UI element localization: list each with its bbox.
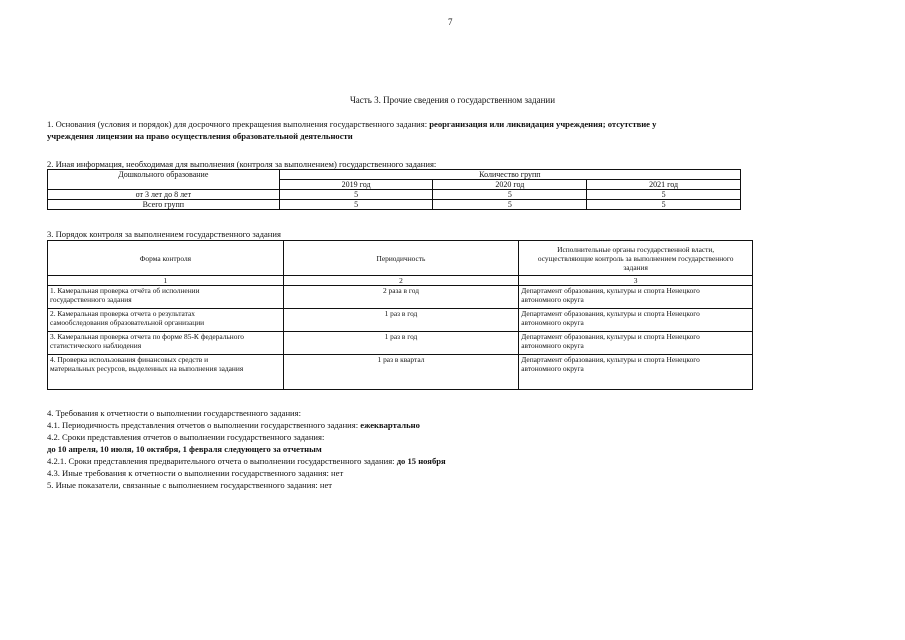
control-organ-line2: автономного округа	[521, 318, 584, 327]
section-title: Часть 3. Прочие сведения о государственном задании	[349, 95, 556, 105]
table-row	[48, 200, 741, 210]
control-organ	[519, 332, 753, 355]
year-header: 2020 год	[433, 180, 587, 190]
section4-2-1-text: 4.2.1. Сроки представления предварительного отчета о выполнении государственного задания:	[47, 456, 397, 466]
control-form	[48, 355, 284, 390]
row-label: от 3 лет до 8 лет	[48, 190, 280, 200]
section3-heading: 3. Порядок контроля за выполнением государственного задания	[47, 229, 281, 239]
row-value: 5	[279, 200, 433, 210]
control-form-line1: 4. Проверка использования финансовых средств и	[50, 355, 209, 364]
section4-1	[47, 420, 420, 431]
control-period: 1 раз в год	[283, 309, 519, 332]
control-form	[48, 309, 284, 332]
row-label: Всего групп	[48, 200, 280, 210]
section1-text: 1. Основания (условия и порядок) для досрочного прекращения выполнения государственного задания:	[47, 119, 430, 129]
section4-1-bold: ежеквартально	[360, 420, 420, 430]
section4-1-text: 4.1. Периодичность представления отчетов о выполнении государственного задания:	[47, 420, 361, 430]
row-value: 5	[433, 200, 587, 210]
control-organ-line2: автономного округа	[521, 295, 584, 304]
control-organ-line1: Департамент образования, культуры и спорта Ненецкого	[521, 332, 700, 341]
section5: 5. Иные показатели, связанные с выполнением государственного задания: нет	[47, 480, 333, 490]
control-form	[48, 286, 284, 309]
control-form-line2: государственного задания	[50, 295, 132, 304]
control-organ-line1: Департамент образования, культуры и спорта Ненецкого	[521, 309, 700, 318]
year-header: 2021 год	[587, 180, 741, 190]
column-number: 3	[519, 276, 753, 286]
row-value: 5	[279, 190, 433, 200]
table-row	[48, 332, 753, 355]
control-organ-line2: автономного округа	[521, 364, 584, 373]
control-form-line1: 3. Камеральная проверка отчета по форме 85-К федерального	[50, 332, 244, 341]
section4-2: 4.2. Сроки представления отчетов о выполнении государственного задания:	[47, 432, 325, 442]
control-organ-line2: автономного округа	[521, 341, 584, 350]
control-organ	[519, 355, 753, 390]
page-number: 7	[448, 17, 453, 27]
control-organ	[519, 309, 753, 332]
control-period: 1 раз в квартал	[283, 355, 519, 390]
control-organ	[519, 286, 753, 309]
table-row	[48, 190, 741, 200]
control-form-line2: статистического наблюдения	[50, 341, 142, 350]
section4-2-1	[47, 456, 446, 467]
section1-line2: учреждения лицензии на право осуществления образовательной деятельности	[47, 131, 353, 141]
row-value: 5	[587, 190, 741, 200]
column-number: 1	[48, 276, 284, 286]
row-value: 5	[433, 190, 587, 200]
control-form-line1: 1. Камеральная проверка отчёта об исполнении	[50, 286, 200, 295]
table-row	[48, 286, 753, 309]
section4-2-1-bold: до 15 ноября	[396, 456, 446, 466]
control-header-form: Форма контроля	[48, 241, 284, 276]
control-organ-line1: Департамент образования, культуры и спорта Ненецкого	[521, 286, 700, 295]
control-form-line2: самообследования образовательной организации	[50, 318, 205, 327]
control-form-line1: 2. Камеральная проверка отчета о результатах	[50, 309, 195, 318]
control-period: 2 раза в год	[283, 286, 519, 309]
control-form	[48, 332, 284, 355]
section4-heading: 4. Требования к отчетности о выполнении государственного задания:	[47, 408, 301, 418]
control-header-organ: Исполнительные органы государственной власти, осуществляющие контроль за выполнением государственного задания	[519, 241, 753, 276]
section1-line1	[47, 119, 656, 130]
control-form-line2: материальных ресурсов, выделенных на выполнения задания	[50, 364, 244, 373]
table-row	[48, 309, 753, 332]
section1-bold-a: реорганизация или ликвидация учреждения; отсутствие у	[429, 119, 657, 129]
control-period: 1 раз в год	[283, 332, 519, 355]
table-row	[48, 355, 753, 390]
section2-heading: 2. Иная информация, необходимая для выполнения (контроля за выполнением) государственного задания:	[47, 159, 437, 169]
groups-col1-header: Дошкольного образование	[48, 170, 280, 190]
control-header-period: Периодичность	[283, 241, 519, 276]
control-table	[47, 240, 753, 390]
column-number: 2	[283, 276, 519, 286]
section4-3: 4.3. Иные требования к отчетности о выполнении государственного задания: нет	[47, 468, 344, 478]
groups-count-header: Количество групп	[279, 170, 740, 180]
year-header: 2019 год	[279, 180, 433, 190]
row-value: 5	[587, 200, 741, 210]
section4-2-dates: до 10 апреля, 10 июля, 10 октября, 1 февраля следующего за отчетным	[47, 444, 322, 454]
groups-table	[47, 169, 741, 210]
control-organ-line1: Департамент образования, культуры и спорта Ненецкого	[521, 355, 700, 364]
